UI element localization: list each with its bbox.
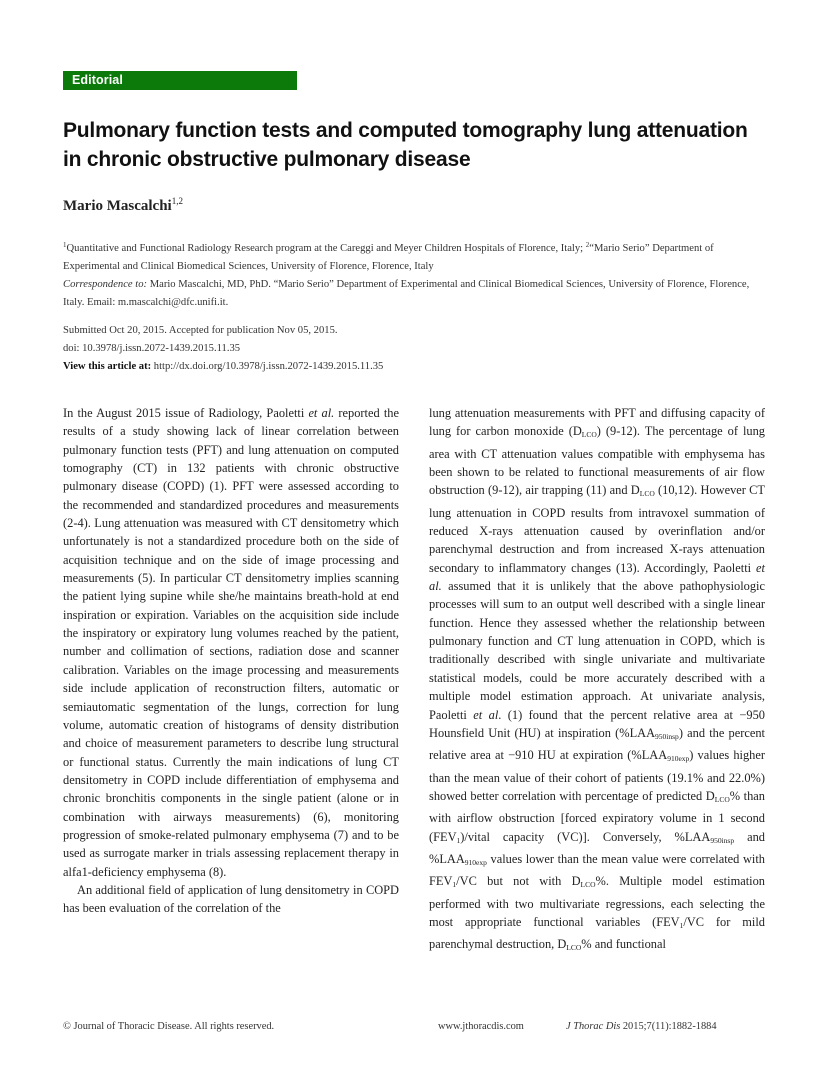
text-run: assumed that it is unlikely that the above pathophysiologic processes will sum to an output well described with a single linear function. Hence they assessed whether the relationship between pulmonary function and CT lung attenuation in COPD, which is traditionally described with single univariate and multivariate statistical models, could be more accurately described with a multiple model estimation approach. At univariate analysis, Paoletti: [429, 579, 765, 722]
text-run: /VC but not with D: [456, 874, 581, 889]
subscript: LCO: [566, 943, 582, 953]
text-run: ) values higher than the mean value of their cohort of patients (19.1% and 22.0%) showed better correlation with percentage of predicted D: [429, 748, 765, 803]
section-badge-label: Editorial: [72, 73, 123, 87]
text-run: (10,12). However CT lung attenuation in COPD results from intravoxel summation of reduced X-rays attenuation caused by overinflation and/or parenchymal destruction and from increased X-rays attenuation secondary to inflammatory changes (13). Accordingly, Paoletti: [429, 483, 765, 575]
footer-website-link[interactable]: www.jthoracdis.com: [438, 1021, 524, 1032]
affiliation-1-marker: 1: [63, 241, 67, 249]
subscript: 950insp: [655, 731, 679, 741]
journal-abbrev: J Thorac Dis: [566, 1021, 621, 1032]
footer-citation: [566, 1021, 717, 1032]
text-run: ) (9-12). The percentage of lung area with CT attenuation values compatible with emphysema has been shown to be related to functional measurements of air flow obstruction (9-12), air trapping (11) and D: [429, 424, 765, 498]
subscript: LCO: [714, 794, 730, 804]
doi: doi: 10.3978/j.issn.2072-1439.2015.11.35: [63, 343, 241, 354]
article-meta: [63, 322, 563, 376]
subscript: 950insp: [710, 835, 735, 845]
body-column-right: [429, 404, 765, 958]
text-run: /VC for mild parenchymal destruction, D: [429, 914, 765, 952]
affiliation-2-marker: 2: [585, 241, 590, 249]
text-run-italic: et al.: [429, 560, 765, 594]
text-run: lung attenuation measurements with PFT and diffusing capacity of lung for carbon monoxide (D: [429, 406, 765, 439]
text-run-italic: et al: [473, 707, 499, 722]
view-article-link[interactable]: http://dx.doi.org/10.3978/j.issn.2072-1439.2015.11.35: [151, 361, 384, 372]
subscript: 1: [456, 835, 461, 845]
text-run: values lower than the mean value were correlated with FEV: [429, 851, 765, 889]
text-run: . (1) found that the percent relative area at −950 Hounsfield Unit (HU) at inspiration (%LAA: [429, 707, 765, 740]
text-run: %. Multiple model estimation performed with two multivariate regressions, each selecting the most appropriate functional variables (FEV: [429, 874, 765, 929]
paragraph: [429, 404, 765, 958]
subscript: 1: [452, 880, 457, 890]
affiliation-1: Quantitative and Functional Radiology Research program at the Careggi and Meyer Children Hospitals of Florence, Italy;: [66, 243, 586, 254]
affiliation-2: “Mario Serio” Department of Experimental and Clinical Biomedical Sciences, University of Florence, Florence, Italy: [63, 243, 714, 272]
subscript: LCO: [581, 430, 597, 440]
subscript: LCO: [639, 489, 655, 499]
view-article-line: [63, 358, 563, 376]
author-name: Mario Mascalchi: [63, 198, 172, 214]
author-line: [63, 196, 183, 215]
paragraph: An additional field of application of lung densitometry in COPD has been evaluation of the correlation of the: [63, 882, 399, 916]
subscript: 910exp: [667, 754, 690, 764]
correspondence-label: Correspondence to:: [63, 279, 148, 290]
affiliations-block: [63, 236, 768, 312]
submission-dates: Submitted Oct 20, 2015. Accepted for publication Nov 05, 2015.: [63, 325, 338, 336]
citation-text: 2015;7(11):1882-1884: [620, 1021, 717, 1032]
subscript: 910exp: [464, 857, 487, 867]
author-affiliation-markers: 1,2: [171, 196, 183, 206]
section-badge: [63, 71, 297, 90]
correspondence-text[interactable]: Mario Mascalchi, MD, PhD. “Mario Serio” Department of Experimental and Clinical Biomedical Sciences, University of Florence, Florence, Italy. Email: m.mascalchi@dfc.unifi.it.: [63, 279, 750, 308]
article-title: Pulmonary function tests and computed tomography lung attenuation in chronic obstructive pulmonary disease: [63, 119, 748, 171]
paragraph: [63, 404, 399, 881]
text-run: reported the results of a study showing lack of linear correlation between pulmonary function tests (PFT) and lung attenuation on computed tomography (CT) in 132 patients with chronic obstructive pulmonary disease (COPD) (1). PFT were assessed according to the recommended and standardized procedures and measurements (2-4). Lung attenuation was measured with CT densitometry which unfortunately is not a standardized procedure both on the side of acquisition technique and on the side of image processing and measurements (5). In particular CT densitometry implies scanning the patient lying supine while she/he maintains breath-hold at end inspiration or expiration. Variables on the acquisition side include the inspiratory or expiratory lung volumes reached by the patient, number and collimation of sections, radiation dose and scanner calibration. Variables on the image processing and measurements side include application of reconstruction filters, automatic or semiautomatic segmentation of the lungs, correction for lung volume, automatic creation of histograms of density distribution and choice of measurement parameters to describe lung structural or functional status. Currently the main indications of lung CT densitometry in COPD include differentiation of emphysema and chronic bronchitis components in the single patient (alone or in combination with airways measurements) (6), monitoring progression of smoke-related pulmonary emphysema (7) and to be used as surrogate marker in trials assessing replacement therapy in alfa1-deficiency emphysema (8).: [63, 406, 399, 879]
view-article-label: View this article at:: [63, 361, 152, 372]
subscript: 1: [679, 920, 684, 930]
text-run-italic: et al.: [308, 406, 335, 420]
text-run: ) and the percent relative area at −910 HU at expiration (%LAA: [429, 725, 765, 763]
footer-copyright: © Journal of Thoracic Disease. All rights reserved.: [63, 1021, 275, 1032]
text-run: % and functional: [581, 937, 666, 952]
subscript: LCO: [580, 880, 596, 890]
text-run: % than with airflow obstruction [forced expiratory volume in 1 second (FEV: [429, 788, 765, 844]
text-run: and %LAA: [429, 829, 765, 866]
text-run: )/vital capacity (VC)]. Conversely, %LAA: [460, 829, 711, 844]
body-column-left: [63, 404, 399, 918]
text-run: In the August 2015 issue of Radiology, Paoletti: [63, 406, 309, 420]
